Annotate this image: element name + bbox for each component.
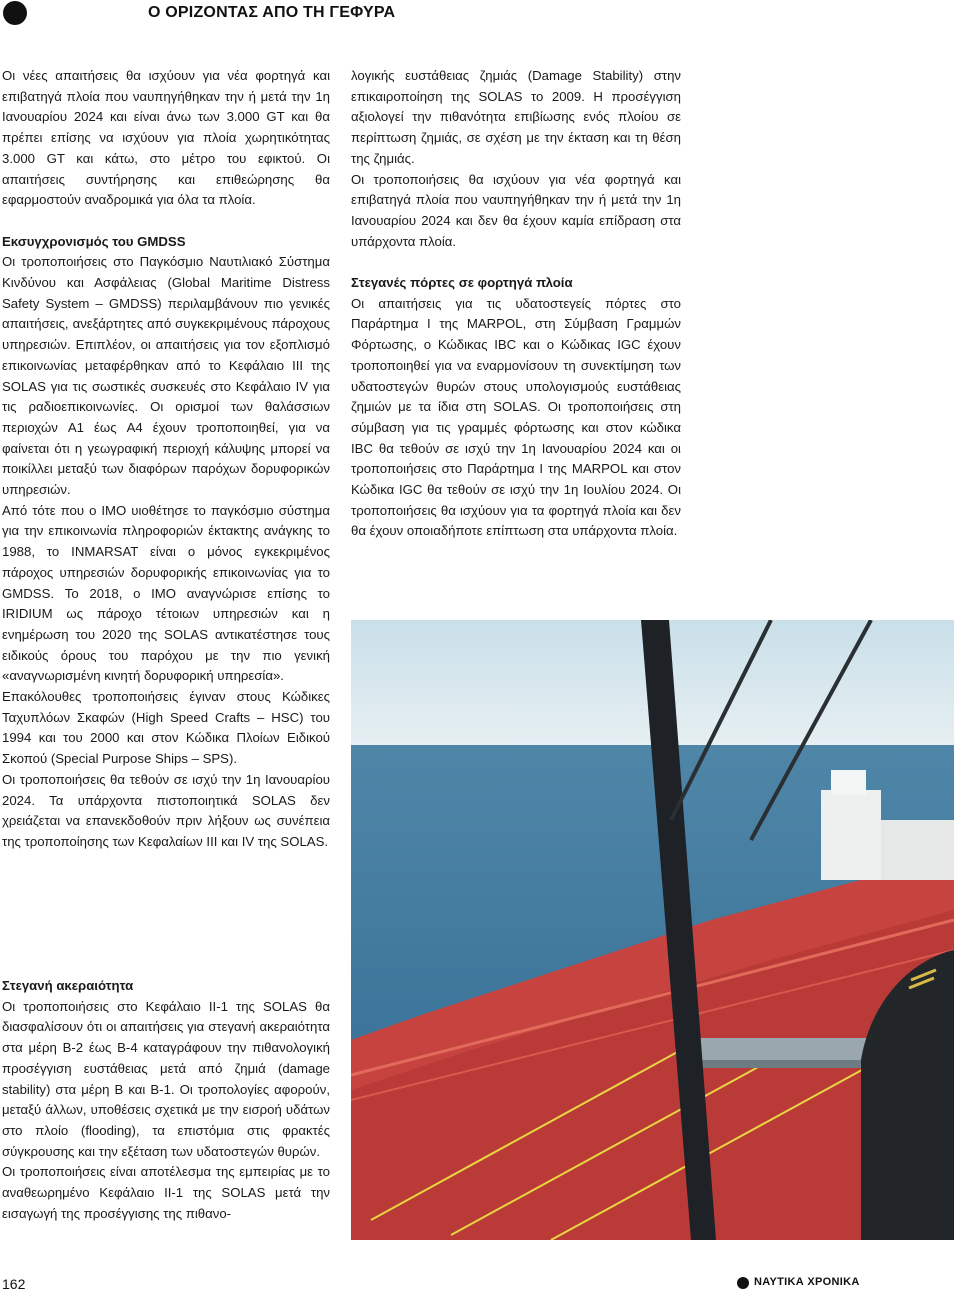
article-right-column (351, 66, 681, 542)
scope-paragraph: Οι τροποποιήσεις θα ισχύουν για νέα φορτηγά και επιβατηγά πλοία που ναυπηγήθηκαν την ή μετά την 1η Ιανουαρίου 2024 και δεν θα έχουν καμία επίδραση στα υπάρχοντα πλοία. (351, 171, 681, 249)
section-title: Ο ΟΡΙΖΟΝΤΑΣ ΑΠΟ ΤΗ ΓΕΦΥΡΑ (148, 4, 396, 21)
doors-heading: Στεγανές πόρτες σε φορτηγά πλοία (351, 275, 573, 291)
gmdss-paragraph-3: Επακόλουθες τροποποιήσεις έγιναν στους Κώδικες Ταχυπλόων Σκαφών (High Speed Crafts – HSC) του 1994 και του 2000 και στον Κώδικα Πλοίων Ειδικού Σκοπού (Special Purpose Ships – SPS). (2, 689, 330, 767)
page-number: 162 (2, 1276, 26, 1292)
magazine-logo-icon (3, 1, 27, 25)
watertight-paragraph-1: Οι τροποποιήσεις στο Κεφάλαιο II-1 της SOLAS θα διασφαλίσουν ότι οι απαιτήσεις για στεγανή ακεραιότητα στα μέρη B-2 έως B-4 καταγράφουν την πιθανολογική προσέγγιση ευστάθειας μετά από ζημιά (damage stability) στα μέρη B και B-1. Οι τροπολογίες αφορούν, μεταξύ άλλων, υποθέσεις σχετικά με την εισροή υδάτων στο πλοίο (flooding), τα επιστόμια στις φρακτές σύγκρουσης και την εξέταση των υδατοστεγών θυρών. (2, 998, 330, 1159)
watertight-paragraph-2: Οι τροποποιήσεις είναι αποτέλεσμα της εμπειρίας με το αναθεωρημένο Κεφάλαιο II-1 της SOLAS μετά την εισαγωγή της προσέγγισης της πιθανο- (2, 1164, 330, 1221)
gmdss-paragraph-2: Από τότε που ο IMO υιοθέτησε το παγκόσμιο σύστημα για την επικοινωνία πληροφοριών έκτακτης ανάγκης το 1988, το INMARSAT είναι ο μόνος εγκεκριμένος πάροχος υπηρεσιών δορυφορικής επικοινωνίας για το GMDSS. Το 2018, ο IMO αναγνώρισε επίσης το IRIDIUM ως πάροχο τέτοιων υπηρεσιών και η ενημέρωση του 2020 της SOLAS αντικατέστησε τους ειδικούς όρους του παρόχου με την πιο γενική «αναγνωρισμένη κινητή δορυφορική υπηρεσία». (2, 502, 330, 684)
gmdss-paragraph-4: Οι τροποποιήσεις θα τεθούν σε ισχύ την 1η Ιανουαρίου 2024. Τα υπάρχοντα πιστοποιητικά SOLAS δεν χρειάζεται να επανεκδοθούν πριν λήξουν ως συνέπεια της τροποποίησης των Κεφαλαίων III και IV της SOLAS. (2, 771, 330, 849)
watertight-heading: Στεγανή ακεραιότητα (2, 978, 134, 993)
gmdss-heading: Εκσυγχρονισμός του GMDSS (2, 233, 186, 249)
article-left-column-bottom (2, 976, 330, 1224)
continuation-paragraph: λογικής ευστάθειας ζημιάς (Damage Stability) στην επικαιροποίηση της SOLAS το 2009. Η προσέγγιση αξιολογεί την πιθανότητα επιβίωσης ενός πλοίου σε περίπτωση ζημιάς, σε σχέση με την έκταση και τη θέση της ζημιάς. (351, 68, 681, 166)
gmdss-paragraph-1: Οι τροποποιήσεις στο Παγκόσμιο Ναυτιλιακό Σύστημα Κινδύνου και Ασφάλειας (Global Maritime Distress Safety System – GMDSS) περιλαμβάνουν πιο γενικές απαιτήσεις, ανεξάρτητες από συγκεκριμένους πάροχους υπηρεσιών. Επιπλέον, οι απαιτήσεις για τον εξοπλισμό επικοινωνίας μεταφέρθηκαν από το Κεφάλαιο III της SOLAS για τις σωστικές συσκευές στο Κεφάλαιο IV για τις ραδιοεπικοινωνίες. Οι ορισμοί των θαλάσσιων περιοχών A1 έως A4 έχουν τροποποιηθεί, για να φαίνεται ότι η γεωγραφική περιοχή κάλυψης μπορεί να ποικίλλει μεταξύ των διαφόρων παρόχων δορυφορικών υπηρεσιών. (2, 254, 330, 498)
article-left-column (2, 66, 330, 853)
magazine-brand: ΝΑΥΤΙΚΑ ΧΡΟΝΙΚΑ (754, 1276, 860, 1288)
intro-paragraph: Οι νέες απαιτήσεις θα ισχύουν για νέα φορτηγά και επιβατηγά πλοία που ναυπηγήθηκαν την ή μετά την 1η Ιανουαρίου 2024 και είναι άνω των 3.000 GT και θα πρέπει επίσης να ισχύουν για πλοία χωρητικότητας 3.000 GT και κάτω, στο μέτρο του εφικτού. Οι απαιτήσεις συντήρησης και επιθεώρησης θα εφαρμοστούν αναδρομικά για όλα τα πλοία. (2, 68, 330, 208)
tanker-deck-photo (351, 620, 954, 1240)
brand-logo-icon (737, 1277, 749, 1289)
doors-paragraph: Οι απαιτήσεις για τις υδατοστεγείς πόρτες στο Παράρτημα I της MARPOL, στη Σύμβαση Γραμμών Φόρτωσης, ο Κώδικας IBC και ο Κώδικας IGC έχουν τροποποιηθεί για να εναρμονίσουν τη συνεκτίμηση των υδατοστεγών θυρών στους υπολογισμούς ευστάθειας ζημιών με τα ίδια στη SOLAS. Οι τροποποιήσεις στη σύμβαση για τις γραμμές φόρτωσης και στον κώδικα IBC θα τεθούν σε ισχύ την 1η Ιανουαρίου 2024 και οι τροποποιήσεις στο Παράρτημα I της MARPOL και στον Κώδικα IGC θα τεθούν σε ισχύ την 1η Ιουλίου 2024. Οι τροποποιήσεις θα ισχύουν για τα φορτηγά πλοία και δεν θα έχουν οποιαδήποτε επίπτωση στα υπάρχοντα πλοία. (351, 295, 681, 539)
